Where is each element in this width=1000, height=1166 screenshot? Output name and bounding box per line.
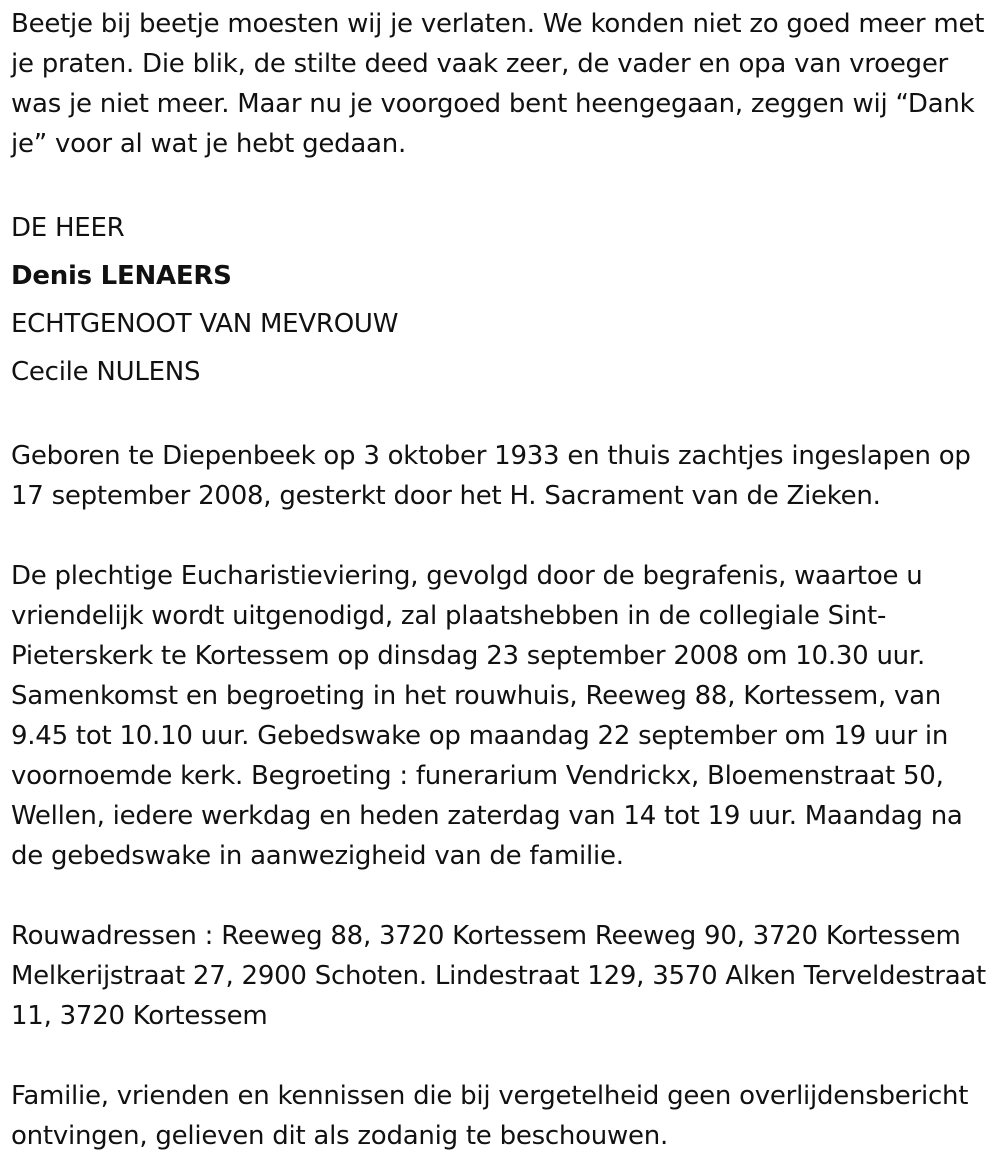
obituary-notice [11, 4, 991, 1156]
spacer [11, 1036, 991, 1076]
closing-paragraph: Familie, vrienden en kennissen die bij vergetelheid geen overlijdensbericht ontvingen, gelieven dit als zodanig te beschouwen. [11, 1081, 969, 1151]
deceased-title: DE HEER [11, 213, 125, 243]
deceased-block [11, 204, 991, 396]
spacer [11, 396, 991, 436]
spouse-name: Cecile NULENS [11, 357, 201, 387]
deceased-relation: ECHTGENOOT VAN MEVROUW [11, 309, 399, 339]
birth-death-paragraph: Geboren te Diepenbeek op 3 oktober 1933 en thuis zachtjes ingeslapen op 17 september 2008, gesterkt door het H. Sacrament van de Zieken. [11, 441, 971, 511]
spacer [11, 164, 991, 204]
spacer [11, 516, 991, 556]
ceremony-paragraph: De plechtige Eucharistieviering, gevolgd door de begrafenis, waartoe u vriendelijk wordt uitgenodigd, zal plaatshebben in de collegiale Sint-Pieterskerk te Kortessem op dinsdag 23 september 2008 om 10.30 uur. Samenkomst en begroeting in het rouwhuis, Reeweg 88, Kortessem, van 9.45 tot 10.10 uur. Gebedswake op maandag 22 september om 19 uur in voornoemde kerk. Begroeting : funerarium Vendrickx, Bloemenstraat 50, Wellen, iedere werkdag en heden zaterdag van 14 tot 19 uur. Maandag na de gebedswake in aanwezigheid van de familie. [11, 561, 963, 871]
mourning-addresses: Rouwadressen : Reeweg 88, 3720 Kortessem Reeweg 90, 3720 Kortessem Melkerijstraat 27, 2900 Schoten. Lindestraat 129, 3570 Alken Terveldestraat 11, 3720 Kortessem [11, 921, 987, 1031]
spacer [11, 876, 991, 916]
memorial-poem: Beetje bij beetje moesten wij je verlaten. We konden niet zo goed meer met je praten. Die blik, de stilte deed vaak zeer, de vader en opa van vroeger was je niet meer. Maar nu je voorgoed bent heengegaan, zeggen wij “Dank je” voor al wat je hebt gedaan. [11, 9, 985, 159]
deceased-name: Denis LENAERS [11, 261, 232, 291]
